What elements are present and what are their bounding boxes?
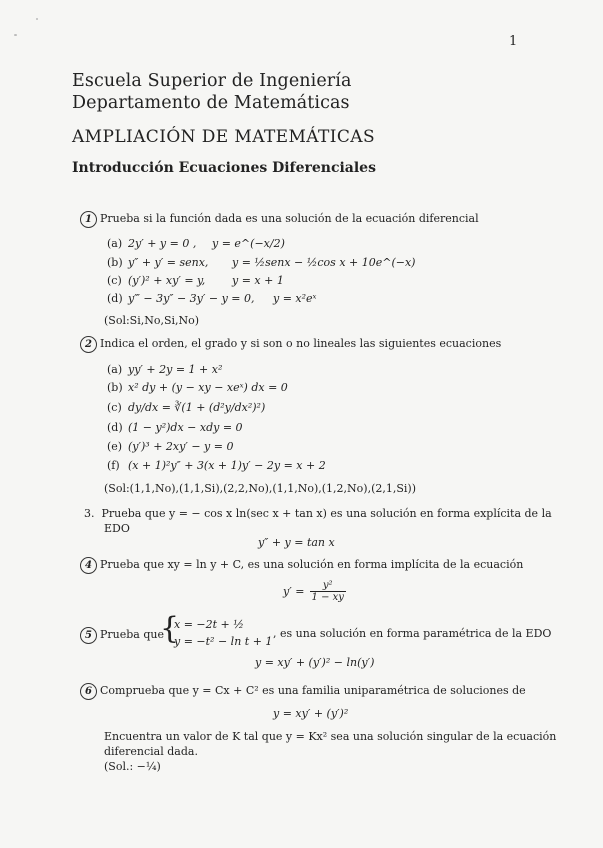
list-item: (e) (107, 440, 123, 453)
list-item: (b) (107, 256, 123, 269)
section-title: Introducción Ecuaciones Diferenciales (72, 160, 376, 176)
problem-6-followup-cont: diferencial dada. (104, 745, 198, 758)
fraction: $\frac{\text{y²}}{1 - xy}$ (311, 580, 344, 603)
list-item: (a) (107, 237, 123, 250)
problem-number-circle: 1 (80, 211, 97, 228)
equation: y‴ − 3y″ − 3y′ − y = 0, (128, 292, 255, 305)
list-item: (b) (107, 381, 123, 394)
equation: (1 − y²)dx − xdy = 0 (128, 421, 243, 434)
scan-speck (14, 34, 17, 36)
list-item: (d) (107, 421, 123, 434)
list-item: (d) (107, 292, 123, 305)
equation: y = xy′ + (y′)² − ln(y′) (255, 656, 375, 669)
equation: y″ + y′ = senx, (128, 256, 209, 269)
system-line-1: x = −2t + ½ (174, 618, 244, 631)
answer: (Sol.: −¼) (104, 760, 161, 773)
problem-6-statement: 6 Comprueba que y = Cx + C² es una familia uniparamétrica de soluciones de (80, 683, 526, 700)
left-brace: { (160, 611, 180, 646)
problem-number-circle: 2 (80, 336, 97, 353)
equation: yy′ + 2y = 1 + x² (128, 363, 223, 376)
department-name: Departamento de Matemáticas (72, 93, 350, 113)
page-number: 1 (509, 34, 518, 49)
list-item: (a) (107, 363, 123, 376)
equation: (y′)² + xy′ = y, (128, 274, 206, 287)
problem-number: 3. (84, 507, 95, 520)
equation: y″ + y = tan x (258, 536, 335, 549)
problem-5-statement: 5 Prueba que (80, 627, 164, 644)
problem-3-statement-cont: EDO (104, 522, 130, 535)
scan-speck (36, 18, 38, 20)
problem-3-statement: 3. Prueba que y = − cos x ln(sec x + tan x) es una solución en forma explícita de la (84, 507, 552, 520)
problem-number-circle: 4 (80, 557, 97, 574)
answer: (Sol:(1,1,No),(1,1,Si),(2,2,No),(1,1,No),(1,2,No),(2,1,Si)) (104, 482, 416, 495)
equation: dy/dx = ∛(1 + (d²y/dx²)²) (128, 401, 266, 414)
equation: (x + 1)²y″ + 3(x + 1)y′ − 2y = x + 2 (128, 459, 326, 472)
equation: 2y′ + y = 0 , (128, 237, 197, 250)
list-item: (c) (107, 401, 122, 414)
problem-2-statement: 2 Indica el orden, el grado y si son o no lineales las siguientes ecuaciones (80, 336, 501, 353)
equation: y = xy′ + (y′)² (273, 707, 349, 720)
list-item: (f) (107, 459, 120, 472)
solution: y = ½senx − ½cos x + 10e^(−x) (232, 256, 416, 269)
answer: (Sol:Si,No,Si,No) (104, 314, 200, 327)
equation: x² dy + (y − xy − xeˣ) dx = 0 (128, 381, 288, 394)
problem-1-statement: 1 Prueba si la función dada es una solución de la ecuación diferencial (80, 211, 479, 228)
list-item: (c) (107, 274, 122, 287)
solution: y = e^(−x/2) (212, 237, 285, 250)
system-line-2: y = −t² − ln t + 1 (174, 635, 273, 648)
school-name: Escuela Superior de Ingeniería (72, 71, 352, 91)
equation: (y′)³ + 2xy′ − y = 0 (128, 440, 234, 453)
problem-6-followup: Encuentra un valor de K tal que y = Kx² sea una solución singular de la ecuación (104, 730, 557, 743)
problem-number-circle: 5 (80, 627, 97, 644)
solution: y = x + 1 (232, 274, 284, 287)
solution: y = x²eˣ (273, 292, 317, 305)
problem-number-circle: 6 (80, 683, 97, 700)
problem-5-statement-post: , es una solución en forma paramétrica de la EDO (273, 627, 552, 640)
equation: y′ = $\frac{\text{y²}}{1 - xy}$ (283, 580, 344, 603)
problem-4-statement: 4 Prueba que xy = ln y + C, es una solución en forma implícita de la ecuación (80, 557, 523, 574)
course-title: AMPLIACIÓN DE MATEMÁTICAS (72, 127, 376, 147)
